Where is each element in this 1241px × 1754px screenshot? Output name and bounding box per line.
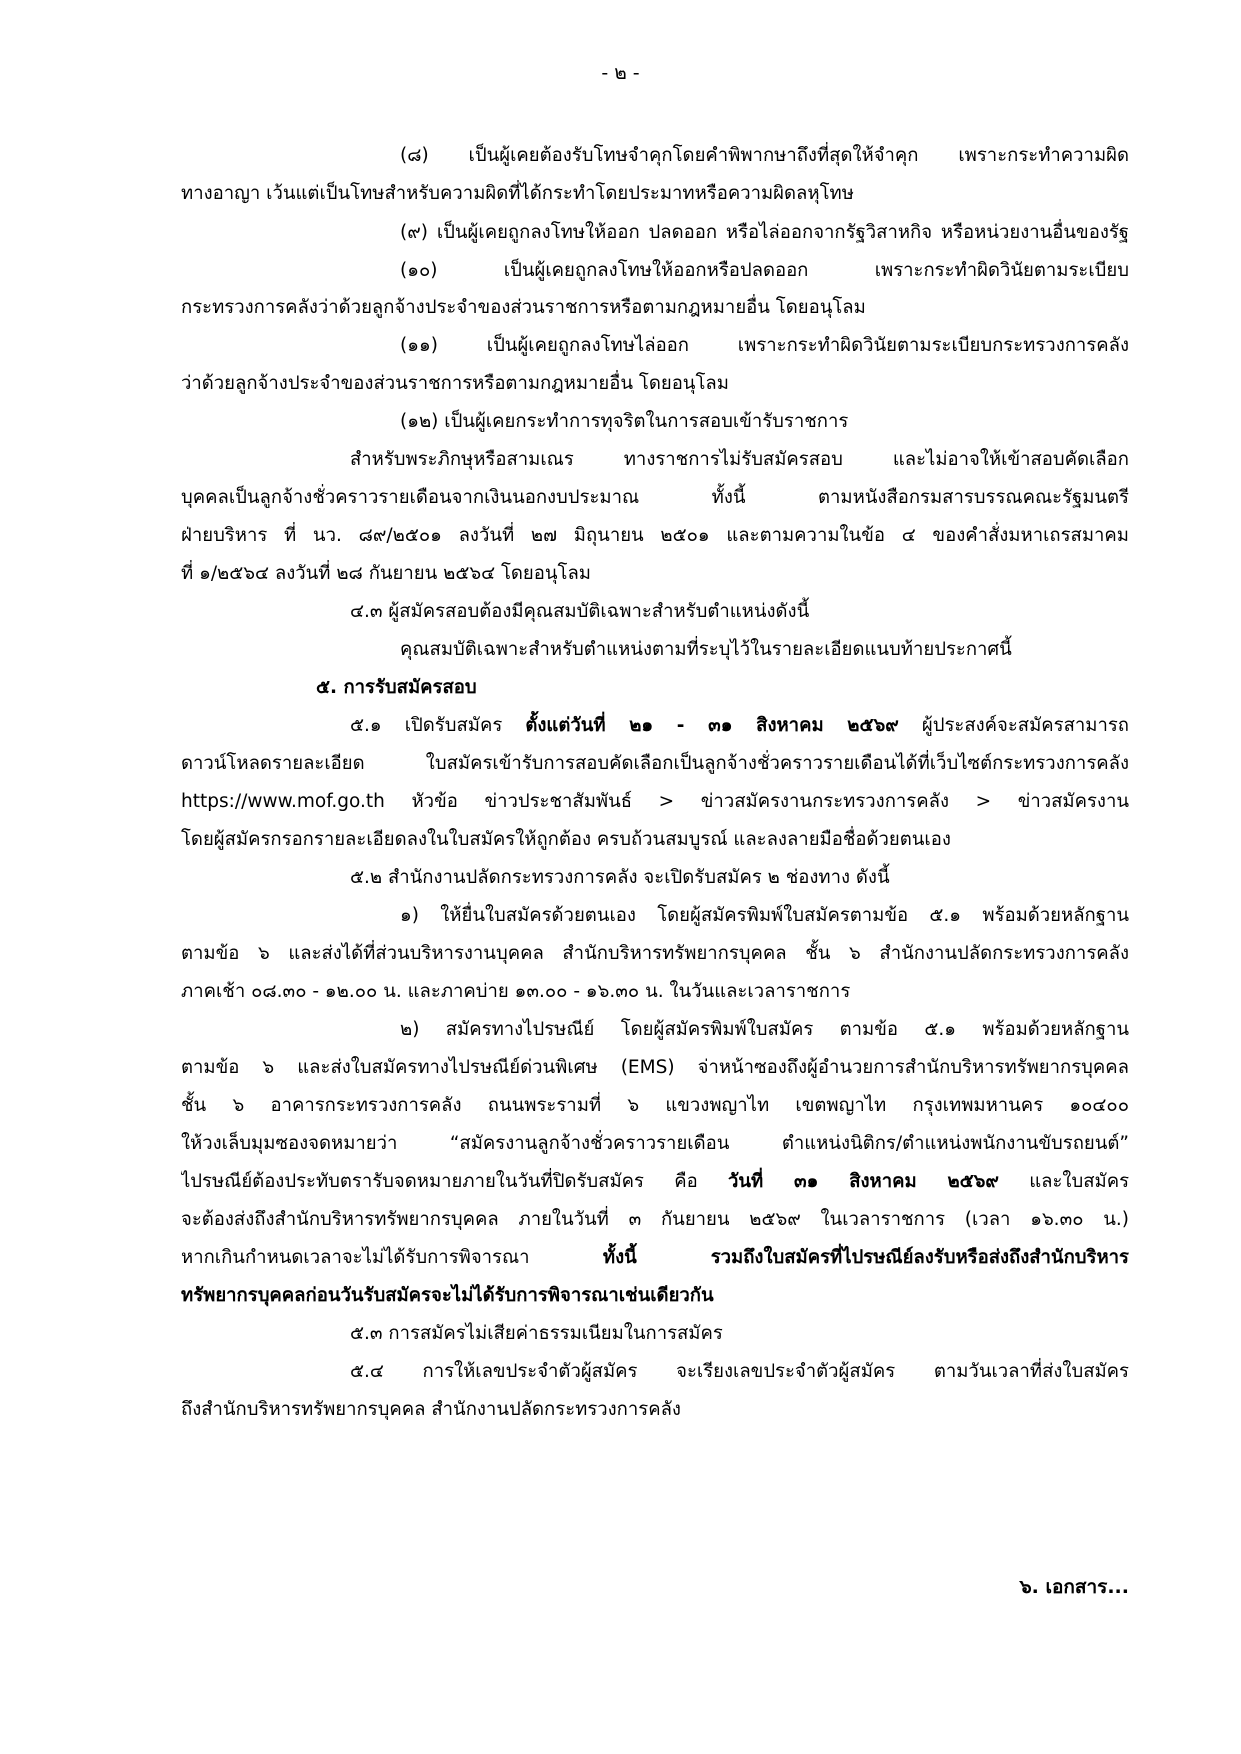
text-run: ผู้ประสงค์จะสมัครสามารถ	[898, 715, 1129, 736]
text-line	[181, 1238, 1129, 1278]
text-line: ตามข้อ ๖ และส่งใบสมัครทางไปรษณีย์ด่วนพิเศษ (EMS) จ่าหน้าซองถึงผู้อำนวยการสำนักบริหารทรัพยากรบุคคล	[181, 1057, 1129, 1078]
text-line: บุคคลเป็นลูกจ้างชั่วคราวรายเดือนจากเงินนอกงบประมาณ ทั้งนี้ ตามหนังสือกรมสารบรรณคณะรัฐมนตรี	[181, 487, 1129, 508]
text-line: ถึงสำนักบริหารทรัพยากรบุคคล สำนักงานปลัดกระทรวงการคลัง	[181, 1399, 681, 1420]
text-line: ให้วงเล็บมุมซองจดหมายว่า “สมัครงานลูกจ้างชั่วคราวรายเดือน ตำแหน่งนิติกร/ตำแหน่งพนักงานขับรถยนต์”	[181, 1133, 1129, 1154]
text-line	[181, 1162, 1129, 1202]
bold-run: ตั้งแต่วันที่ ๒๑ - ๓๑ สิงหาคม ๒๕๖๙	[525, 715, 899, 736]
text-line: (๙) เป็นผู้เคยถูกลงโทษให้ออก ปลดออก หรือไล่ออกจากรัฐวิสาหกิจ หรือหน่วยงานอื่นของรัฐ	[400, 222, 1129, 243]
text-run: ไปรษณีย์ต้องประทับตรารับจดหมายภายในวันที่ปิดรับสมัคร คือ	[181, 1171, 728, 1192]
bold-run: วันที่ ๓๑ สิงหาคม ๒๕๖๙	[727, 1171, 999, 1192]
text-line: (๑๒) เป็นผู้เคยกระทำการทุจริตในการสอบเข้ารับราชการ	[400, 411, 849, 432]
bold-run: ทั้งนี้ รวมถึงใบสมัครที่ไปรษณีย์ลงรับหรือส่งถึงสำนักบริหาร	[602, 1247, 1129, 1268]
text-line: คุณสมบัติเฉพาะสำหรับตำแหน่งตามที่ระบุไว้ในรายละเอียดแนบท้ายประกาศนี้	[400, 639, 1012, 660]
text-run: และใบสมัคร	[998, 1171, 1129, 1192]
text-line-bold: ทรัพยากรบุคคลก่อนวันรับสมัครจะไม่ได้รับการพิจารณาเช่นเดียวกัน	[181, 1285, 714, 1306]
section-heading: ๕. การรับสมัครสอบ	[316, 677, 477, 698]
continuation-marker: ๖. เอกสาร...	[1019, 1576, 1129, 1598]
text-line: ทางอาญา เว้นแต่เป็นโทษสำหรับความผิดที่ได้กระทำโดยประมาทหรือความผิดลหุโทษ	[181, 183, 854, 204]
text-line: ๔.๓ ผู้สมัครสอบต้องมีคุณสมบัติเฉพาะสำหรับตำแหน่งดังนี้	[350, 601, 810, 622]
text-line: ภาคเช้า ๐๘.๓๐ - ๑๒.๐๐ น. และภาคบ่าย ๑๓.๐๐ - ๑๖.๓๐ น. ในวันและเวลาราชการ	[181, 981, 851, 1002]
text-line: ๕.๓ การสมัครไม่เสียค่าธรรมเนียมในการสมัคร	[350, 1323, 723, 1344]
text-line	[350, 706, 1129, 746]
text-run: หากเกินกำหนดเวลาจะไม่ได้รับการพิจารณา	[181, 1247, 603, 1268]
text-line: ชั้น ๖ อาคารกระทรวงการคลัง ถนนพระรามที่ ๖ แขวงพญาไท เขตพญาไท กรุงเทพมหานคร ๑๐๔๐๐	[181, 1095, 1129, 1116]
text-line: ดาวน์โหลดรายละเอียด ใบสมัครเข้ารับการสอบคัดเลือกเป็นลูกจ้างชั่วคราวรายเดือนได้ที่เว็บไซต์กระทรวงการคลัง	[181, 753, 1129, 774]
page-number: - ๒ -	[601, 62, 640, 84]
text-line: ที่ ๑/๒๕๖๔ ลงวันที่ ๒๘ กันยายน ๒๕๖๔ โดยอนุโลม	[181, 563, 591, 584]
text-line: โดยผู้สมัครกรอกรายละเอียดลงในใบสมัครให้ถูกต้อง ครบถ้วนสมบูรณ์ และลงลายมือชื่อด้วยตนเอง	[181, 829, 951, 850]
text-run: ๕.๑ เปิดรับสมัคร	[350, 715, 526, 736]
text-line: ๒) สมัครทางไปรษณีย์ โดยผู้สมัครพิมพ์ใบสมัคร ตามข้อ ๕.๑ พร้อมด้วยหลักฐาน	[400, 1019, 1129, 1040]
text-line: จะต้องส่งถึงสำนักบริหารทรัพยากรบุคคล ภายในวันที่ ๓ กันยายน ๒๕๖๙ ในเวลาราชการ (เวลา ๑๖.๓๐ น.)	[181, 1209, 1129, 1230]
text-line: สำหรับพระภิกษุหรือสามเณร ทางราชการไม่รับสมัครสอบ และไม่อาจให้เข้าสอบคัดเลือก	[350, 449, 1129, 470]
text-line: ๑) ให้ยื่นใบสมัครด้วยตนเอง โดยผู้สมัครพิมพ์ใบสมัครตามข้อ ๕.๑ พร้อมด้วยหลักฐาน	[400, 905, 1129, 926]
text-line: ฝ่ายบริหาร ที่ นว. ๘๙/๒๕๐๑ ลงวันที่ ๒๗ มิถุนายน ๒๕๐๑ และตามความในข้อ ๔ ของคำสั่งมหาเถรสมาคม	[181, 525, 1129, 546]
text-line: (๑๑) เป็นผู้เคยถูกลงโทษไล่ออก เพราะกระทำผิดวินัยตามระเบียบกระทรวงการคลัง	[400, 335, 1129, 356]
text-line: ตามข้อ ๖ และส่งได้ที่ส่วนบริหารงานบุคคล สำนักบริหารทรัพยากรบุคคล ชั้น ๖ สำนักงานปลัดกระทรวงการคลัง	[181, 943, 1129, 964]
text-line: ว่าด้วยลูกจ้างประจำของส่วนราชการหรือตามกฎหมายอื่น โดยอนุโลม	[181, 373, 729, 394]
text-line: (๑๐) เป็นผู้เคยถูกลงโทษให้ออกหรือปลดออก เพราะกระทำผิดวินัยตามระเบียบ	[400, 260, 1129, 281]
text-line: กระทรวงการคลังว่าด้วยลูกจ้างประจำของส่วนราชการหรือตามกฎหมายอื่น โดยอนุโลม	[181, 297, 866, 318]
text-line: https://www.mof.go.th หัวข้อ ข่าวประชาสัมพันธ์ > ข่าวสมัครงานกระทรวงการคลัง > ข่าวสมัครงาน	[181, 791, 1129, 812]
text-line: (๘) เป็นผู้เคยต้องรับโทษจำคุกโดยคำพิพากษาถึงที่สุดให้จำคุก เพราะกระทำความผิด	[400, 145, 1129, 166]
text-line: ๕.๒ สำนักงานปลัดกระทรวงการคลัง จะเปิดรับสมัคร ๒ ช่องทาง ดังนี้	[350, 867, 890, 888]
text-line: ๕.๔ การให้เลขประจำตัวผู้สมัคร จะเรียงเลขประจำตัวผู้สมัคร ตามวันเวลาที่ส่งใบสมัคร	[350, 1361, 1129, 1382]
